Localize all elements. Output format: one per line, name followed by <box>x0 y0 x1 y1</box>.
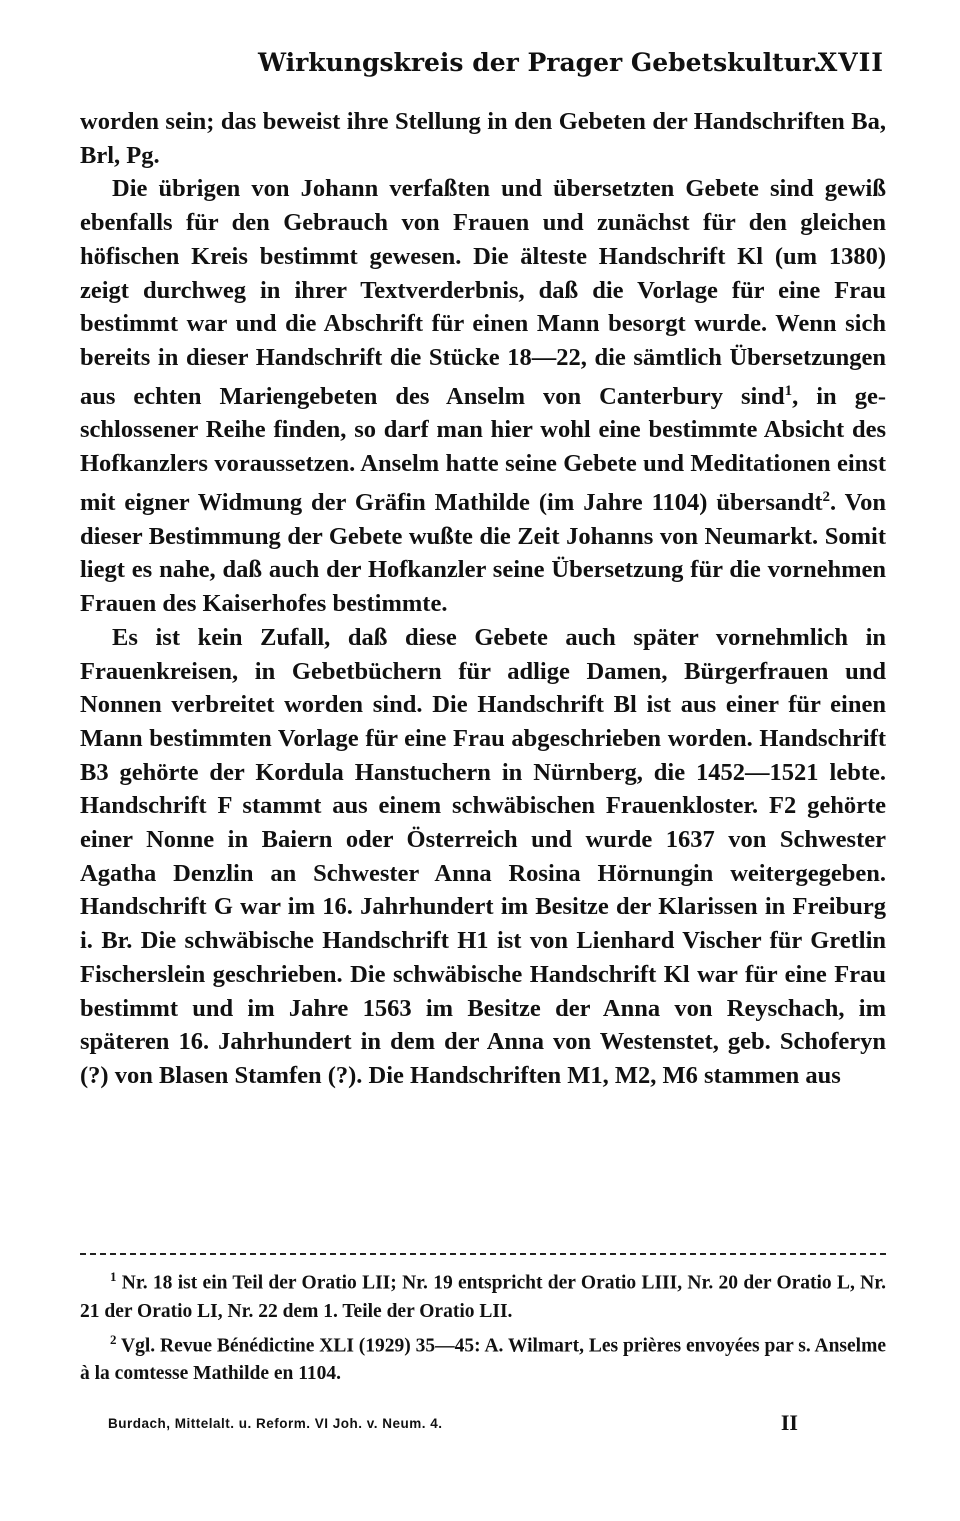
main-text <box>80 105 886 1093</box>
sheet-number: II <box>780 1410 798 1435</box>
paragraph-1: worden sein; das beweist ihre Stellung in den Gebeten der Handschriften Ba, Brl, Pg. <box>80 108 886 169</box>
page-footer <box>108 1412 798 1442</box>
running-title: Wirkungskreis der Prager Gebetskultur. <box>258 48 822 77</box>
paragraph-2-part-b: , in geschlossener Reihe finden, so darf man hier wohl eine bestimmte Absicht des Hofkanzlers voraussetzen. Anselm hatte seine Gebete und Meditationen einst mit eigner Widmung der Gräfin Mathilde (im Jahre 1104) übersandt <box>80 382 886 517</box>
paragraph-3: Es ist kein Zufall, daß diese Gebete auch später vornehmlich in Frauenkreisen, in Gebetbüchern für adlige Damen, Bürgerfrauen und Nonnen verbreitet worden sind. Die Handschrift Bl ist aus einer für einen Mann bestimmten Vorlage für eine Frau abgeschrieben worden. Handschrift B3 gehörte der Kordula Hanstuchern in Nürnberg, die 1452—1521 lebte. Handschrift F stammt aus einem schwäbischen Frauenkloster. F2 gehörte einer Nonne in Baiern oder Österreich und wurde 1637 von Schwester Agatha Denzlin an Schwester Anna Rosina Hörnungin weitergegeben. Handschrift G war im 16. Jahrhundert im Besitze der Klarissen in Freiburg i. Br. Die schwäbische Handschrift H1 ist von Lienhard Vischer für Gretlin Fischerslein geschrieben. Die schwäbische Handschrift Kl war für eine Frau bestimmt und im Jahre 1563 im Besitze der Anna von Reyschach, im späteren 16. Jahrhundert in dem der Anna von Westenstet, geb. Schoferyn (?) von Blasen Stamfen (?). Die Handschriften M1, M2, M6 stammen aus <box>80 623 886 1089</box>
footnote-1-mark: 1 <box>110 1269 117 1284</box>
page-number: XVII <box>817 48 884 77</box>
running-header <box>80 48 884 88</box>
footnote-1-text: Nr. 18 ist ein Teil der Oratio LII; Nr. 19 entspricht der Oratio LIII, Nr. 20 der Oratio L, Nr. 21 der Oratio LI, Nr. 22 dem 1. Teile der Oratio LII. <box>80 1272 886 1322</box>
footnotes <box>80 1263 886 1388</box>
footnote-2-mark: 2 <box>110 1331 117 1347</box>
printer-signature: Burdach, Mittelalt. u. Reform. VI Joh. v. Neum. 4. <box>108 1416 443 1431</box>
footnote-ref-2: 2 <box>822 488 831 505</box>
paragraph-2-part-c: . Von dieser Bestimmung der Gebete wußte die Zeit Johanns von Neumarkt. Somit liegt es nahe, daß auch der Hofkanzler seine Übersetzung für die vornehmen Frauen des Kaiserhofes bestimmte. <box>80 489 886 618</box>
paragraph-2 <box>80 172 886 620</box>
footnote-2-text: Vgl. Revue Bénédictine XLI (1929) 35—45: A. Wilmart, Les prières envoyées par s. Anselme à la comtesse Mathilde en 1104. <box>80 1335 886 1384</box>
footnote-2 <box>80 1326 886 1389</box>
footnote-ref-1: 1 <box>784 382 793 399</box>
footnote-rule <box>80 1253 886 1255</box>
paragraph-2-part-a: Die übrigen von Johann verfaßten und übersetzten Gebete sind gewiß ebenfalls für den Gebrauch von Frauen und zunächst für den gleichen höfischen Kreis bestimmt gewesen. Die älteste Handschrift Kl (um 1380) zeigt durchweg in ihrer Textverderbnis, daß die Vorlage für eine Frau bestimmt war und die Abschrift für einen Mann besorgt wurde. Wenn sich bereits in dieser Handschrift die Stücke 18—22, die sämtlich Übersetzungen aus echten Mariengebeten des Anselm von Canterbury sind <box>80 175 886 410</box>
footnote-1 <box>80 1263 886 1326</box>
